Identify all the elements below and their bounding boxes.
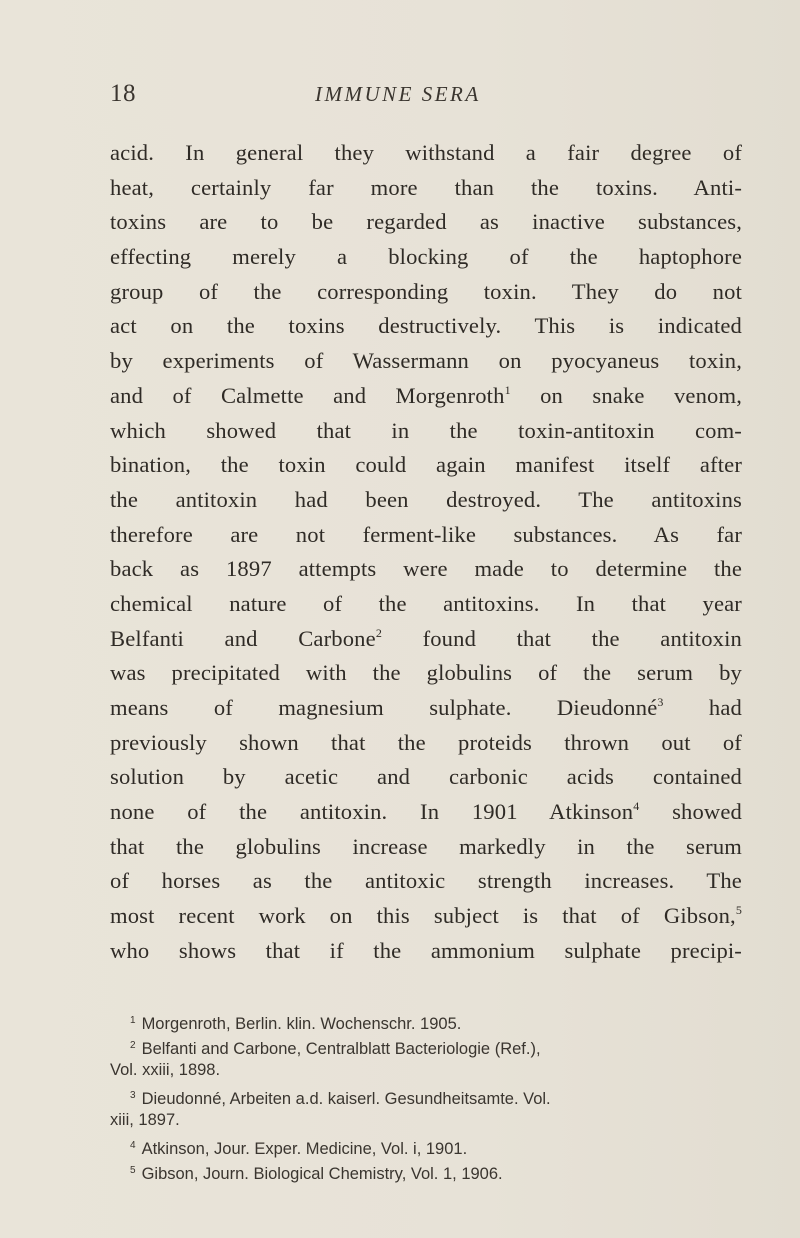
footnote-text: Belfanti and Carbone, Centralblatt Bacteriologie (Ref.),: [141, 1040, 541, 1058]
footnote-2-continued: Vol. xxiii, 1898.: [110, 1061, 221, 1079]
footnote-text: Dieudonné, Arbeiten a.d. kaiserl. Gesundheitsamte. Vol.: [141, 1090, 551, 1108]
footnote-mark: 2: [130, 1040, 136, 1051]
footnote-3-continued: xiii, 1897.: [110, 1111, 180, 1129]
footnote-2: [110, 1033, 744, 1058]
text-segment: most recent work on this subject is that of Gibson,: [110, 903, 736, 929]
footnote-mark: 3: [130, 1090, 136, 1101]
footnote-mark: 1: [130, 1015, 136, 1026]
text-line: bination, the toxin could again manifest itself after: [110, 452, 742, 478]
text-line: [110, 622, 742, 657]
text-line: the antitoxin had been destroyed. The antitoxins: [110, 486, 742, 512]
footnote-text: Morgenroth, Berlin. klin. Wochenschr. 1905.: [141, 1015, 462, 1033]
footnote-reference: 4: [633, 799, 640, 814]
footnote-text: Atkinson, Jour. Exper. Medicine, Vol. i, 1901.: [141, 1140, 468, 1158]
text-line: [110, 691, 742, 726]
text-line: which showed that in the toxin-antitoxin com-: [110, 417, 742, 443]
text-line: who shows that if the ammonium sulphate precipi-: [110, 937, 742, 963]
footnote-5: [110, 1158, 744, 1183]
running-title: IMMUNE SERA: [315, 82, 481, 106]
text-line: acid. In general they withstand a fair degree of: [110, 140, 742, 165]
text-line: act on the toxins destructively. This is indicated: [110, 313, 742, 339]
text-line: that the globulins increase markedly in the serum: [110, 833, 742, 859]
footnote-reference: 2: [375, 625, 382, 640]
text-line: chemical nature of the antitoxins. In that year: [110, 590, 742, 616]
text-line: [110, 379, 742, 414]
text-segment: had: [708, 695, 742, 720]
footnote-4: [110, 1133, 744, 1158]
text-segment: showed: [672, 799, 742, 825]
text-segment: found that the antitoxin: [422, 625, 742, 651]
footnote-mark: 5: [130, 1165, 136, 1176]
body-text: [110, 136, 742, 969]
text-segment: means of magnesium sulphate. Dieudonné: [110, 695, 658, 720]
footnote-reference: 1: [504, 382, 511, 397]
page-header: [0, 74, 800, 114]
text-line: solution by acetic and carbonic acids contained: [110, 764, 742, 790]
text-line: [110, 899, 742, 934]
footnote-3: [110, 1083, 744, 1108]
text-line: by experiments of Wassermann on pyocyaneus toxin,: [110, 348, 742, 374]
page-number: 18: [110, 80, 136, 107]
footnote-1: [110, 1008, 744, 1033]
text-segment: none of the antitoxin. In 1901 Atkinson: [110, 799, 634, 825]
text-line: back as 1897 attempts were made to determine the: [110, 556, 742, 582]
footnotes: [110, 1008, 744, 1183]
text-line: heat, certainly far more than the toxins. Anti-: [110, 174, 742, 200]
text-line: effecting merely a blocking of the haptophore: [110, 244, 742, 270]
footnote-text: Gibson, Journ. Biological Chemistry, Vol. 1, 1906.: [141, 1165, 503, 1183]
text-segment: on snake venom,: [540, 382, 742, 408]
text-line: group of the corresponding toxin. They do not: [110, 278, 742, 304]
footnote-reference: 3: [657, 695, 664, 709]
text-line: therefore are not ferment-like substances. As far: [110, 521, 742, 547]
text-line: toxins are to be regarded as inactive substances,: [110, 209, 742, 235]
text-line: was precipitated with the globulins of the serum by: [110, 660, 742, 686]
text-line: of horses as the antitoxic strength increases. The: [110, 868, 742, 894]
text-line: previously shown that the proteids thrown out of: [110, 729, 742, 755]
text-segment: Belfanti and Carbone: [110, 625, 376, 651]
text-line: [110, 795, 742, 830]
text-segment: and of Calmette and Morgenroth: [110, 382, 505, 408]
footnote-mark: 4: [130, 1140, 136, 1151]
footnote-reference: 5: [735, 903, 742, 918]
